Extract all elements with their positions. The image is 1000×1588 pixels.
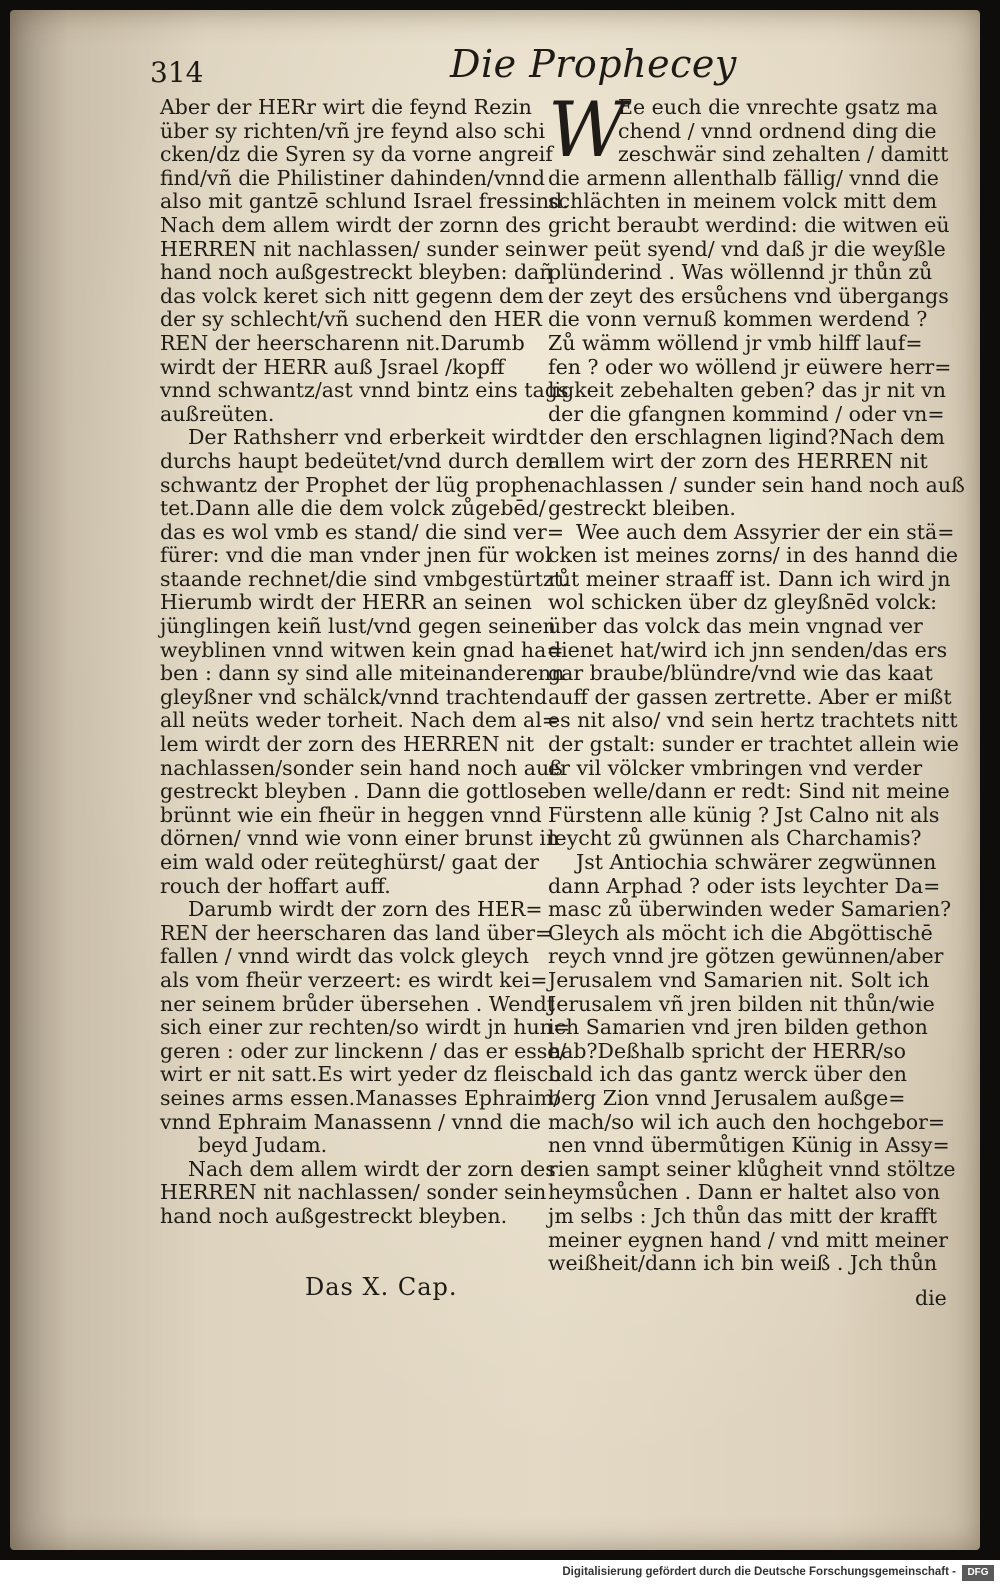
text-line: es nit also/ vnd sein hertz trachtets nitt [548, 708, 958, 733]
text-line: zeschwär sind zehalten / damitt [618, 142, 949, 167]
text-line: wirt er nit satt.Es wirt yeder dz fleisch [160, 1062, 562, 1087]
text-line: Nach dem allem wirdt der zorn des [188, 1156, 556, 1181]
catchword: die [915, 1286, 947, 1310]
text-line: find/vñ die Philistiner dahinden/vnnd [160, 165, 545, 190]
text-line: HERREN nit nachlassen/ sunder sein [160, 236, 548, 261]
left-text-column [160, 96, 570, 1229]
text-line: lem wirdt der zorn des HERREN nit [160, 732, 535, 757]
text-line: gricht beraubt werdind: die witwen eü [548, 212, 950, 237]
text-line: gar braube/blündre/vnd wie das kaat [548, 661, 933, 686]
text-line: die vonn vernuß kommen werdend ? [548, 307, 928, 332]
text-line: dann Arphad ? oder ists leychter Da= [548, 873, 941, 898]
text-line: hand noch außgestreckt bleyben: dañ [160, 260, 553, 285]
text-line: seines arms essen.Manasses Ephraim/ [160, 1085, 561, 1110]
text-line: Gleych als möcht ich die Abgöttischē [548, 920, 933, 945]
text-line: cken/dz die Syren sy da vorne angreif [160, 142, 553, 167]
text-line: heymsůchen . Dann er haltet also von [548, 1180, 941, 1205]
text-line: weißheit/dann ich bin weiß . Jch thůn [548, 1251, 938, 1276]
text-line: wirdt der HERR auß Jsrael /kopff [160, 354, 505, 379]
text-line: meiner eygnen hand / vnd mitt meiner [548, 1227, 949, 1252]
digitization-footer [0, 1560, 1000, 1588]
text-line: schlächten in meinem volck mitt dem [548, 189, 938, 214]
text-line: der den erschlagnen ligind?Nach dem [548, 425, 945, 450]
text-line: dienet hat/wird ich jnn senden/das ers [548, 637, 948, 662]
text-line: REN der heerscharen das land über= [160, 920, 553, 945]
text-line: Fürstenn alle künig ? Jst Calno nit als [548, 802, 940, 827]
text-line: jünglingen keiñ lust/vnd gegen seinen [160, 614, 556, 639]
text-line: weyblinen vnnd witwen kein gnad ha= [160, 637, 564, 662]
text-line: hand noch außgestreckt bleyben. [160, 1203, 508, 1228]
text-line: růt meiner straaff ist. Dann ich wird jn [548, 566, 951, 591]
text-line: die armenn allenthalb fällig/ vnnd die [548, 165, 939, 190]
text-line: ligkeit zebehalten geben? das jr nit vn [548, 378, 946, 403]
text-line: das es wol vmb es stand/ die sind ver= [160, 519, 565, 544]
text-line: REN der heerscharenn nit.Darumb [160, 330, 525, 355]
chapter-heading: Das X. Cap. [305, 1273, 458, 1301]
text-line: schwantz der Prophet der lüg prophe [160, 472, 550, 497]
text-line: über das volck das mein vngnad ver [548, 614, 923, 639]
funding-credit: Digitalisierung gefördert durch die Deutsche Forschungsgemeinschaft - [562, 1566, 956, 1578]
text-line: jm selbs : Jch thůn das mitt der krafft [548, 1203, 938, 1228]
text-line: sich einer zur rechten/so wirdt jn hun= [160, 1015, 571, 1040]
text-line: Jerusalem vnd Samarien nit. Solt ich [548, 967, 930, 992]
page-number: 314 [150, 56, 204, 89]
text-line: ben : dann sy sind alle miteinanderenn [160, 661, 565, 686]
text-line: also mit gantzē schlund Israel fressind. [160, 189, 569, 214]
text-line: reych vnnd jre götzen gewünnen/aber [548, 944, 944, 969]
text-line: Wee auch dem Assyrier der ein stä= [576, 519, 955, 544]
text-line: er vil völcker vmbringen vnd verder [548, 755, 923, 780]
text-line: all neüts weder torheit. Nach dem al= [160, 708, 559, 733]
text-line: dörnen/ vnnd wie vonn einer brunst in [160, 826, 560, 851]
text-line: cken ist meines zorns/ in des hannd die [548, 543, 959, 568]
book-page [10, 10, 980, 1550]
text-line: bald ich das gantz werck über den [548, 1062, 907, 1087]
text-line: tet.Dann alle die dem volck zůgebēd/ [160, 496, 546, 521]
text-line: als vom fheür verzeert: es wirdt kei= [160, 967, 548, 992]
text-line: Der Rathsherr vnd erberkeit wirdt [188, 425, 547, 450]
text-line: masc zů überwinden weder Samarien? [548, 897, 952, 922]
running-head: Die Prophecey [450, 42, 737, 86]
text-line: nen vnnd übermůtigen Künig in Assy= [548, 1133, 950, 1158]
text-line: HERREN nit nachlassen/ sonder sein [160, 1180, 547, 1205]
text-line: vnnd schwantz/ast vnnd bintz eins tags [160, 378, 569, 403]
text-line: wer peüt syend/ vnd daß jr die weyßle [548, 236, 946, 261]
text-line: der zeyt des ersůchens vnd übergangs [548, 283, 949, 308]
text-line: fürer: vnd die man vnder jnen für wol [160, 543, 552, 568]
text-line: der die gfangnen kommind / oder vn= [548, 401, 945, 426]
text-line: ner seinem brůder übersehen . Wendt [160, 991, 555, 1016]
text-line: beyd Judam. [198, 1133, 328, 1158]
text-line: Jerusalem vñ jren bilden nit thůn/wie [548, 991, 935, 1016]
text-line: geren : oder zur linckenn / das er esse/ [160, 1038, 567, 1063]
text-line: fallen / vnnd wirdt das volck gleych [160, 944, 529, 969]
text-line: rien sampt seiner klůgheit vnnd stöltze [548, 1156, 956, 1181]
text-line: Aber der HERr wirt die feynd Rezin [160, 95, 532, 119]
text-line: das volck keret sich nitt gegenn dem [160, 283, 544, 308]
text-line: nachlassen / sunder sein hand noch auß [548, 472, 965, 497]
dfg-logo: DFG [962, 1565, 994, 1581]
text-line: ben welle/dann er redt: Sind nit meine [548, 779, 950, 804]
text-line: Nach dem allem wirdt der zornn des [160, 212, 541, 237]
text-line: fen ? oder wo wöllend jr eüwere herr= [548, 354, 952, 379]
text-line: gestreckt bleyben . Dann die gottlose [160, 779, 550, 804]
text-line: leycht zů gwünnen als Charchamis? [548, 826, 922, 851]
text-line: chend / vnnd ordnend ding die [618, 118, 937, 143]
text-line: gestreckt bleiben. [548, 496, 736, 521]
text-line: nachlassen/sonder sein hand noch auß [160, 755, 563, 780]
text-line: über sy richten/vñ jre feynd also schi [160, 118, 546, 143]
text-line: berg Zion vnnd Jerusalem außge= [548, 1085, 906, 1110]
text-line: Ee euch die vnrechte gsatz ma [618, 95, 938, 119]
text-line: der sy schlecht/vñ suchend den HER [160, 307, 542, 332]
text-line: wol schicken über dz gleyßnēd volck: [548, 590, 938, 615]
text-line: allem wirt der zorn des HERREN nit [548, 448, 928, 473]
text-line: ich Samarien vnd jren bilden gethon [548, 1015, 928, 1040]
right-text-column [548, 85, 965, 1276]
drop-cap-initial: W [548, 85, 627, 174]
text-line: der gstalt: sunder er trachtet allein wie [548, 732, 959, 757]
text-line: eim wald oder reüteghürst/ gaat der [160, 850, 539, 874]
text-line: gleyßner vnd schälck/vnnd trachtend [160, 684, 548, 709]
text-line: Darumb wirdt der zorn des HER= [188, 897, 543, 922]
text-line: Zů wämm wöllend jr vmb hilff lauf= [548, 330, 923, 355]
text-line: hab?Deßhalb spricht der HERR/so [548, 1038, 906, 1063]
text-line: brünnt wie ein fheür in heggen vnnd [160, 802, 542, 827]
text-line: staande rechnet/die sind vmbgestürtzt. [160, 566, 569, 591]
text-line: vnnd Ephraim Manassenn / vnnd die [160, 1109, 542, 1134]
text-line: mach/so wil ich auch den hochgebor= [548, 1109, 946, 1134]
text-line: rouch der hoffart auff. [160, 873, 391, 898]
text-line: auff der gassen zertrette. Aber er mißt [548, 684, 952, 709]
text-line: Jst Antiochia schwärer zegwünnen [576, 850, 937, 874]
text-line: außreüten. [160, 401, 275, 426]
text-line: plünderind . Was wöllennd jr thůn zů [548, 260, 933, 285]
text-line: durchs haupt bedeütet/vnd durch den [160, 448, 554, 473]
text-line: Hierumb wirdt der HERR an seinen [160, 590, 532, 615]
